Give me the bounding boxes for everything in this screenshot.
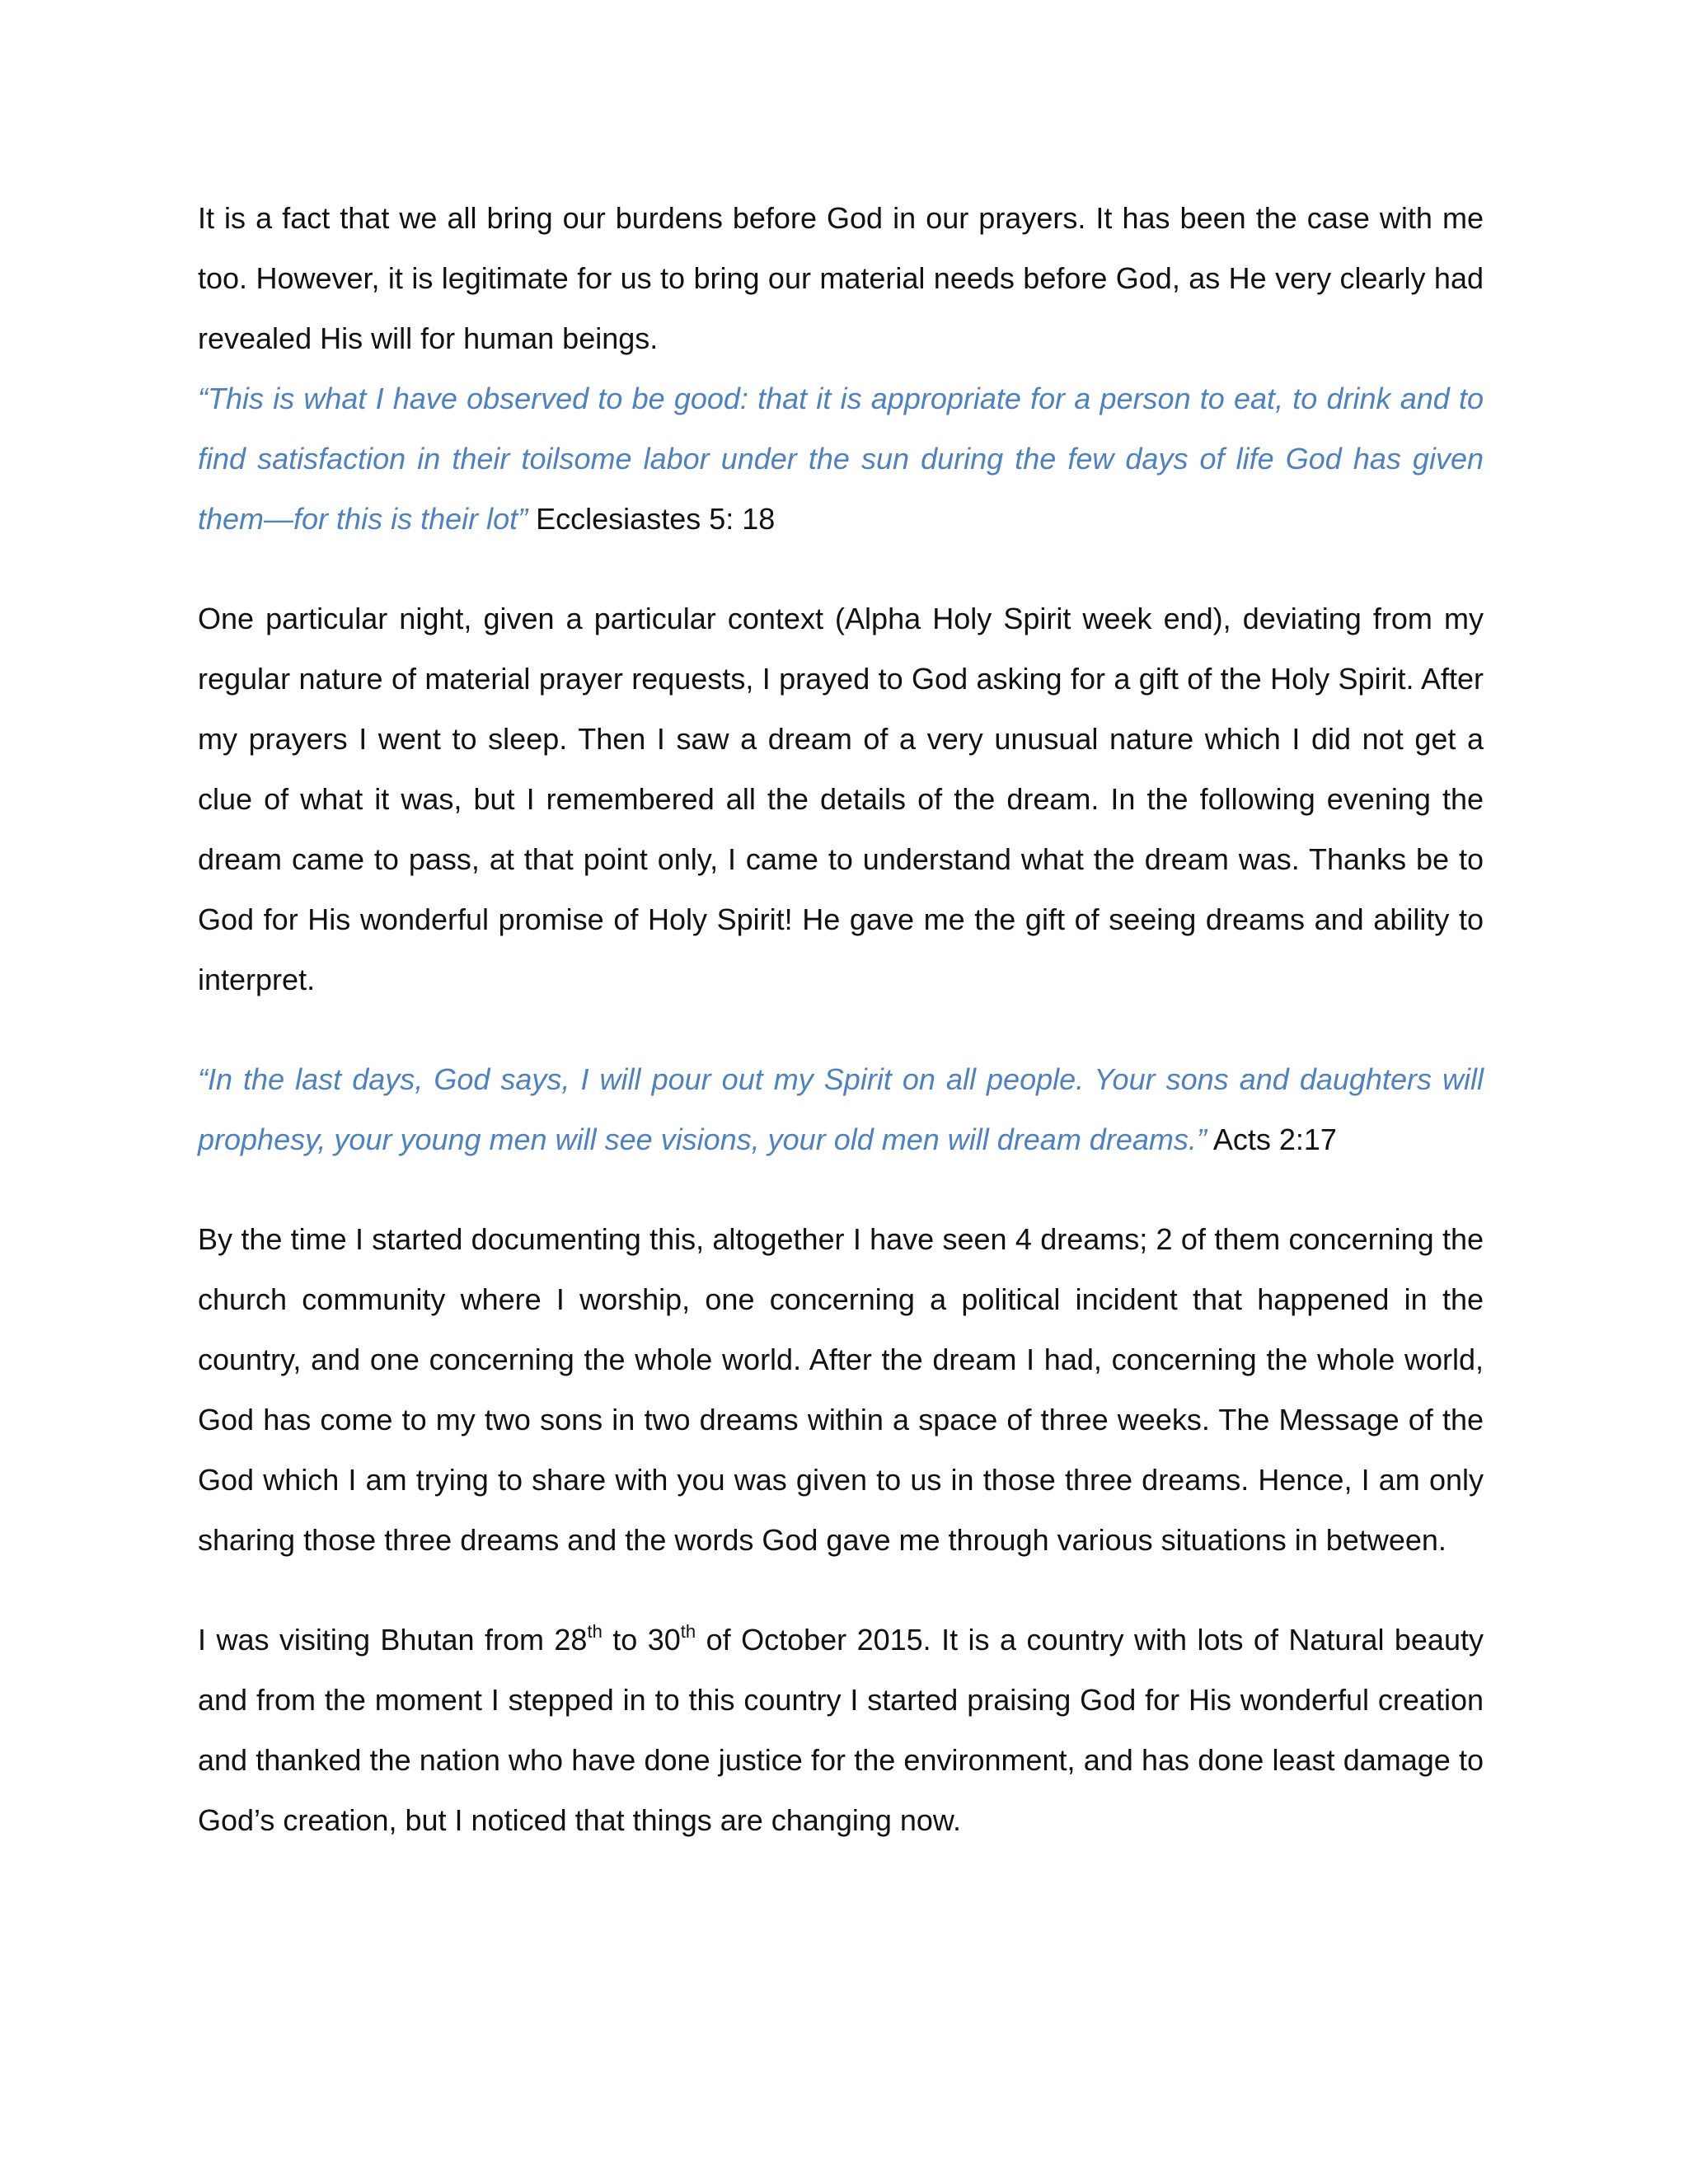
quote-text: “In the last days, God says, I will pour out my Spirit on all people. Your sons and daughters will prophesy, your young men will see visions, your old men will dream dreams.”	[198, 1062, 1484, 1156]
paragraph-burdens: It is a fact that we all bring our burdens before God in our prayers. It has been the case with me too. However, it is legitimate for us to bring our material needs before God, as He very clearly had revealed His will for human beings.	[198, 201, 1484, 355]
paragraph-dreams: By the time I started documenting this, altogether I have seen 4 dreams; 2 of them concerning the church community where I worship, one concerning a political incident that happened in the country, and one concerning the whole world. After the dream I had, concerning the whole world, God has come to my two sons in two dreams within a space of three weeks. The Message of the God which I am trying to share with you was given to us in those three dreams. Hence, I am only sharing those three dreams and the words God gave me through various situations in between.	[198, 1222, 1484, 1557]
quote-acts	[198, 1049, 1484, 1169]
bhutan-text-part3: of October 2015. It is a country with lots of Natural beauty and from the moment I stepped in to this country I started praising God for His wonderful creation and thanked the nation who have done justice for the environment, and has done least damage to God’s creation, but I noticed that things are changing now.	[198, 1623, 1484, 1837]
document-page	[198, 188, 1484, 1850]
paragraph-bhutan	[198, 1610, 1484, 1850]
quote-ecclesiastes	[198, 368, 1484, 549]
quote-reference: Ecclesiastes 5: 18	[536, 502, 776, 536]
quote-reference: Acts 2:17	[1212, 1122, 1337, 1156]
paragraph-holy-spirit: One particular night, given a particular context (Alpha Holy Spirit week end), deviating from my regular nature of material prayer requests, I prayed to God asking for a gift of the Holy Spirit. After my prayers I went to sleep. Then I saw a dream of a very unusual nature which I did not get a clue of what it was, but I remembered all the details of the dream. In the following evening the dream came to pass, at that point only, I came to understand what the dream was. Thanks be to God for His wonderful promise of Holy Spirit! He gave me the gift of seeing dreams and ability to interpret.	[198, 602, 1484, 996]
bhutan-text-part2: to 30	[602, 1623, 681, 1657]
bhutan-text-part1: I was visiting Bhutan from 28	[198, 1623, 588, 1657]
ordinal-suffix: th	[680, 1621, 696, 1642]
ordinal-suffix: th	[587, 1621, 603, 1642]
quote-text: “This is what I have observed to be good: that it is appropriate for a person to eat, to drink and to find satisfaction in their toilsome labor under the sun during the few days of life God has given them—for this is their lot”	[198, 382, 1484, 536]
